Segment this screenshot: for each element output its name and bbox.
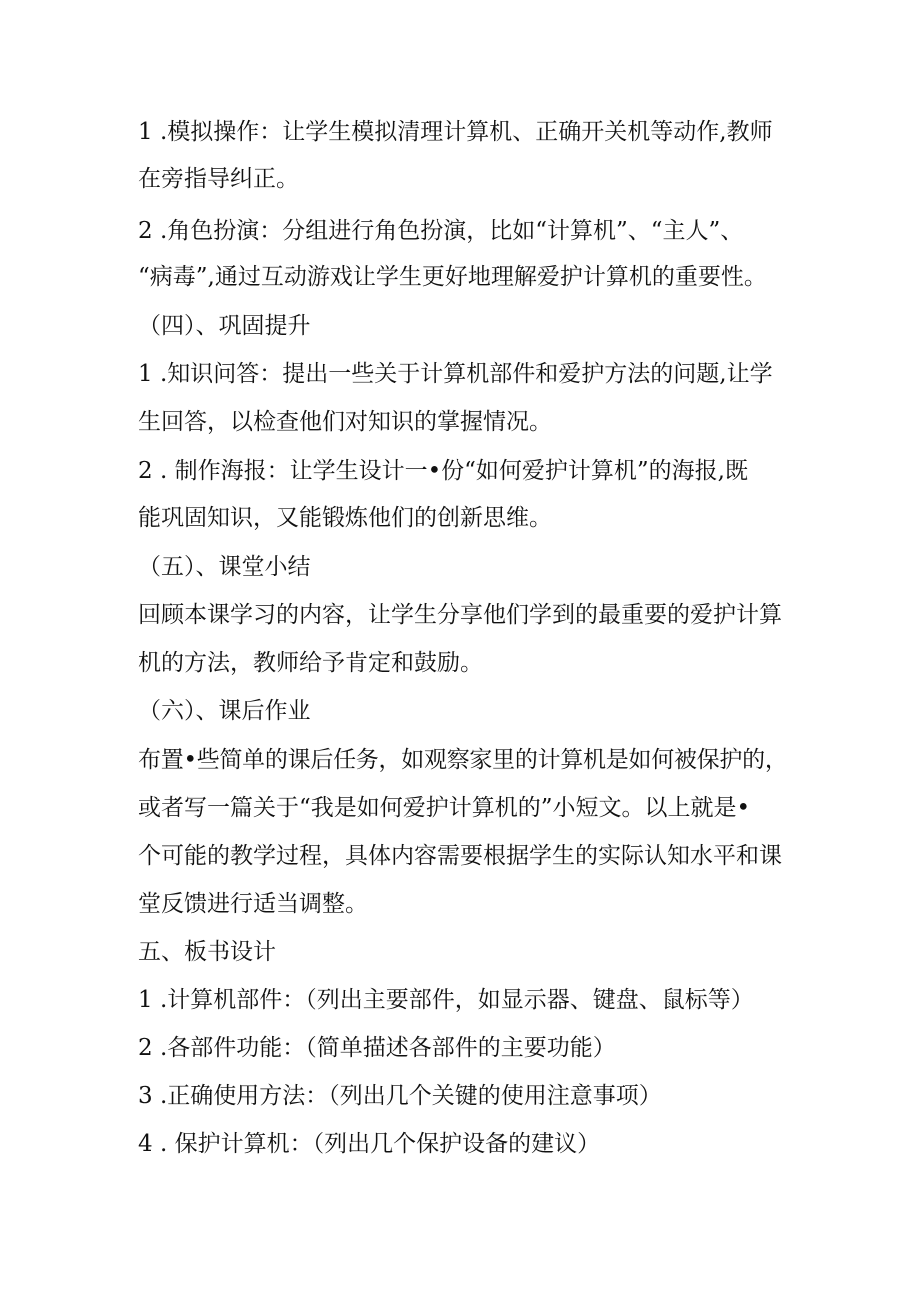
text-line-3: 2 .角色扮演：分组进行角色扮演，比如“计算机”、“主人”、 [138, 218, 744, 244]
text-line-15: 或者写一篇关于“我是如何爱护计算机的”小短文。以上就是• [138, 795, 751, 821]
text-line-2: 在旁指导纠正。 [138, 166, 299, 192]
text-line-6: 1 .知识问答：提出一些关于计算机部件和爱护方法的问题,让学 [138, 361, 773, 387]
text-line-17: 堂反馈进行适当调整。 [138, 891, 368, 917]
board-item-1: 1 .计算机部件：（列出主要部件，如显示器、键盘、鼠标等） [138, 987, 754, 1013]
board-item-2: 2 .各部件功能：（简单描述各部件的主要功能） [138, 1035, 616, 1061]
text-line-16: 个可能的教学过程，具体内容需要根据学生的实际认知水平和课 [138, 843, 782, 869]
text-line-12: 机的方法，教师给予肯定和鼓励。 [138, 650, 483, 676]
text-line-4: “病毒”,通过互动游戏让学生更好地理解爱护计算机的重要性。 [138, 264, 767, 290]
section-heading-board: 五、板书设计 [138, 939, 276, 965]
section-heading-6: （六）、课后作业 [138, 698, 311, 724]
board-item-4: 4 . 保护计算机：（列出几个保护设备的建议） [138, 1131, 601, 1157]
text-line-14: 布置•些简单的课后任务，如观察家里的计算机是如何被保护的， [138, 747, 788, 773]
section-heading-5: （五）、课堂小结 [138, 554, 311, 580]
text-line-9: 能巩固知识，又能锻炼他们的创新思维。 [138, 505, 552, 531]
text-line-1: 1 .模拟操作：让学生模拟清理计算机、正确开关机等动作,教师 [138, 119, 773, 145]
text-line-7: 生回答，以检查他们对知识的掌握情况。 [138, 409, 552, 435]
board-item-3: 3 .正确使用方法：（列出几个关键的使用注意事项） [138, 1083, 662, 1109]
section-heading-4: （四）、巩固提升 [138, 313, 311, 339]
text-line-11: 回顾本课学习的内容，让学生分享他们学到的最重要的爱护计算 [138, 602, 782, 628]
text-line-8: 2 . 制作海报：让学生设计一•份“如何爱护计算机”的海报,既 [138, 458, 748, 484]
